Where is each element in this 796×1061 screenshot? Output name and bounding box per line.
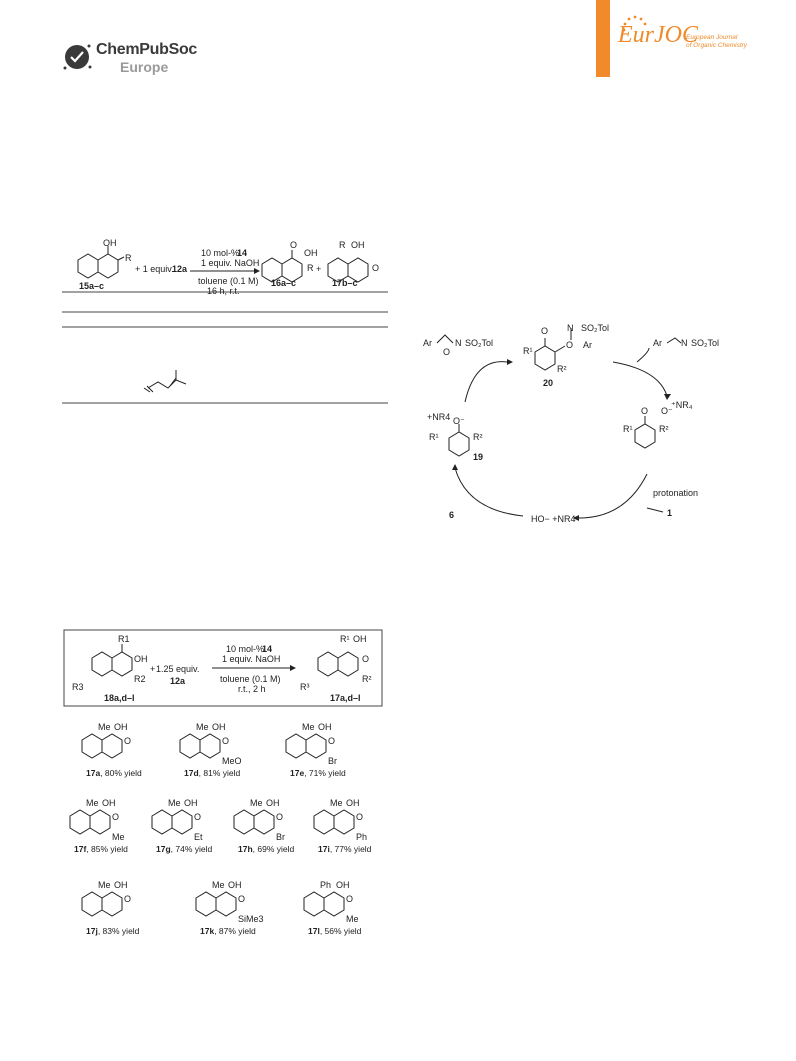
yield-text: , 85% yield [86, 844, 128, 854]
ether-o: O [566, 340, 574, 350]
top-substituent: Ph [320, 880, 332, 890]
hydroxyl-label: OH [266, 798, 280, 808]
cond-catalyst-id: 14 [237, 248, 248, 258]
r2-label: R² [659, 424, 669, 434]
intermediate-19-label: 19 [473, 452, 484, 462]
journal-name-line2: of Organic Chemistry [686, 42, 748, 49]
compound-id: 17g [156, 844, 171, 854]
reagent-prefix: + 1 equiv. [135, 264, 174, 274]
r3-label: R3 [72, 682, 84, 692]
top-substituent: Me [98, 880, 111, 890]
yield-text: , 87% yield [214, 926, 256, 936]
product-caption [74, 844, 128, 854]
yield-text: , 83% yield [97, 926, 140, 936]
product-17e [286, 722, 346, 778]
r1-label: R¹ [340, 634, 350, 644]
naphthalenone-rings [196, 892, 236, 916]
ketone-o: O [290, 240, 298, 250]
product-17a [82, 722, 142, 778]
product-1-label: 1 [667, 508, 673, 518]
r1-label: R¹ [429, 432, 439, 442]
ring-substituent: MeO [222, 756, 242, 766]
amide-n: N [567, 323, 574, 333]
journal-name-line1: European Journal [686, 34, 738, 41]
hydroxyl-label: OH [336, 880, 350, 890]
r2-label: R² [473, 432, 483, 442]
plus-sign: + [316, 264, 322, 274]
ketone-o: O [356, 812, 364, 822]
ketone-o: O [222, 736, 230, 746]
compound-id: 17d [184, 768, 199, 778]
cond-catalyst-prefix: 10 mol-% [201, 248, 240, 258]
cond-base: 1 equiv. NaOH [201, 258, 260, 268]
protonation-label: protonation [653, 488, 699, 498]
product-caption [290, 768, 346, 778]
publisher-region: Europe [120, 59, 169, 75]
r2-label: R² [362, 674, 372, 684]
cond-solvent: toluene (0.1 M) [220, 674, 281, 684]
cond-catalyst-id: 14 [262, 644, 273, 654]
reagent-prefix: 1.25 equiv. [156, 664, 200, 674]
reagent-id: 12a [170, 676, 186, 686]
p1-label: 16a–c [271, 278, 297, 288]
prenyl-substituent [144, 370, 186, 392]
ring-substituent: Br [328, 756, 337, 766]
naphthalenone-rings [286, 734, 326, 758]
ominus-label: O⁻ [661, 406, 673, 416]
ketone-o: O [541, 326, 549, 336]
sm-label: 15a–c [79, 281, 105, 291]
r1-label: R¹ [623, 424, 633, 434]
compound-id: 17a [86, 768, 101, 778]
compound-id: 17j [86, 926, 98, 936]
hydroxyl-label: OH [318, 722, 332, 732]
oxaziridine-n: N [455, 338, 462, 348]
cond-time: 16 h, r.t. [207, 286, 240, 296]
yield-text: , 74% yield [170, 844, 213, 854]
naphthalenone-rings [180, 734, 220, 758]
nr4-label: ⁺NR₄ [671, 400, 693, 410]
product-17d [180, 722, 242, 778]
hydroxyl-label: OH [114, 880, 128, 890]
hydroxyl-label: OH [114, 722, 128, 732]
naphthol-structure [78, 246, 124, 278]
top-substituent: Me [86, 798, 99, 808]
ketone-o: O [112, 812, 120, 822]
imine-n: N [681, 338, 688, 348]
product-17k [196, 880, 264, 936]
hydroxyl-label: OH [184, 798, 198, 808]
product-17f [70, 798, 128, 854]
compound-id: 17e [290, 768, 305, 778]
chempubsoc-emblem-icon [62, 42, 92, 72]
journal-accent-bar [596, 0, 610, 77]
product-caption [200, 926, 256, 936]
naphthalenone-rings [314, 810, 354, 834]
hydroxyl-label: OH [353, 634, 367, 644]
so2tol-label: SO₂Tol [465, 338, 494, 348]
ketone-o: O [124, 736, 132, 746]
ketone-o: O [124, 894, 132, 904]
naphthalenone-rings [304, 892, 344, 916]
yield-text: , 80% yield [100, 768, 142, 778]
reagent-id: 12a [172, 264, 188, 274]
cond-catalyst-prefix: 10 mol-% [226, 644, 265, 654]
top-substituent: Me [302, 722, 315, 732]
ketone-o: O [641, 406, 649, 416]
product-17-general-structure [318, 652, 358, 676]
top-substituent: Me [330, 798, 343, 808]
cycle-arrow-left [465, 362, 507, 402]
product-caption [238, 844, 295, 854]
r1-label: R¹ [523, 346, 533, 356]
hydroxyl-label: OH [351, 240, 365, 250]
yield-text: , 56% yield [319, 926, 362, 936]
r2-label: R² [557, 364, 567, 374]
ring-substituent: Br [276, 832, 285, 842]
yield-text: , 81% yield [198, 768, 241, 778]
intermediate-20-label: 20 [543, 378, 554, 388]
scheme-1 [62, 238, 392, 408]
naphthalenone-rings [70, 810, 110, 834]
compound-id: 17l [308, 926, 320, 936]
r3-label: R³ [300, 682, 310, 692]
journal-logo [618, 16, 778, 66]
ar-label: Ar [423, 338, 432, 348]
hydroxyl-label: OH [346, 798, 360, 808]
hydroxyl-label: OH [134, 654, 148, 664]
so2tol-label: SO₂Tol [691, 338, 720, 348]
publisher-name: ChemPubSoc [96, 41, 198, 58]
ketone-o: O [362, 654, 370, 664]
top-substituent: Me [212, 880, 225, 890]
product-17i [314, 798, 372, 854]
substituent-r: R [307, 263, 314, 273]
yield-text: , 71% yield [304, 768, 346, 778]
ketone-o: O [372, 263, 380, 273]
hydroxide-label: HO− +NR4 [531, 514, 576, 524]
p2-label: 17b–c [332, 278, 358, 288]
ketone-o: O [238, 894, 246, 904]
ar-label: Ar [583, 340, 592, 350]
sm-label: 18a,d–l [104, 693, 135, 703]
substituent-r: R [125, 253, 132, 263]
ominus-label: O⁻ [453, 416, 465, 426]
product-caption [184, 768, 241, 778]
products-grid [70, 722, 372, 936]
ring-substituent: SiMe3 [238, 914, 264, 924]
nr4-label: +NR4 [427, 412, 451, 422]
r2-label: R2 [134, 674, 146, 684]
oxaziridine-o: O [443, 347, 451, 357]
substrate-18-structure [92, 644, 132, 676]
ring-substituent: Et [194, 832, 203, 842]
so2tol-label: SO₂Tol [581, 323, 610, 333]
product-caption [308, 926, 362, 936]
plus-sign: + [150, 664, 156, 674]
compound-id: 17f [74, 844, 87, 854]
ring-substituent: Ph [356, 832, 368, 842]
publisher-logo [62, 38, 202, 78]
dienone-alkoxide-structure [635, 416, 655, 448]
ketone-o: O [276, 812, 284, 822]
cycle-arrow-bottom [579, 474, 647, 518]
substituent-r: R [339, 240, 346, 250]
imine-release-arrow [637, 348, 649, 362]
compound-id: 17k [200, 926, 215, 936]
yield-text: , 69% yield [252, 844, 295, 854]
scheme-2 [62, 628, 392, 958]
hydroxyl-label: OH [102, 798, 116, 808]
hydroxyl-label: OH [304, 248, 318, 258]
cond-solvent: toluene (0.1 M) [198, 276, 259, 286]
naphthalenone-rings [152, 810, 192, 834]
top-substituent: Me [250, 798, 263, 808]
ketone-o: O [328, 736, 336, 746]
product-arrow [647, 508, 663, 512]
product-caption [156, 844, 213, 854]
journal-title: EurJOC [618, 22, 698, 48]
compound-id: 17i [318, 844, 330, 854]
ring-substituent: Me [346, 914, 359, 924]
cond-time: r.t., 2 h [238, 684, 266, 694]
phenolate-19-structure [449, 424, 469, 456]
cycle-arrow-return [455, 468, 523, 516]
catalyst-6-label: 6 [449, 510, 455, 520]
product-17j [82, 880, 140, 936]
cond-base: 1 equiv. NaOH [222, 654, 281, 664]
cycle-arrow-right [613, 362, 667, 396]
top-substituent: Me [196, 722, 209, 732]
hydroxyl-label: OH [103, 238, 117, 248]
product-17g [152, 798, 213, 854]
p-label: 17a,d–l [330, 693, 361, 703]
top-substituent: Me [168, 798, 181, 808]
top-substituent: Me [98, 722, 111, 732]
hydroxyl-label: OH [228, 880, 242, 890]
catalytic-cycle [415, 318, 745, 528]
ar-label: Ar [653, 338, 662, 348]
hydroxyl-label: OH [212, 722, 226, 732]
yield-text: , 77% yield [329, 844, 372, 854]
naphthalenone-rings [234, 810, 274, 834]
product-caption [318, 844, 372, 854]
naphthalenone-rings [82, 892, 122, 916]
product-caption [86, 768, 142, 778]
ketone-o: O [346, 894, 354, 904]
naphthalenone-rings [82, 734, 122, 758]
product-17h [234, 798, 295, 854]
compound-id: 17h [238, 844, 253, 854]
ketone-o: O [194, 812, 202, 822]
r1-label: R1 [118, 634, 130, 644]
product-caption [86, 926, 140, 936]
ring-substituent: Me [112, 832, 125, 842]
product-17l [304, 880, 362, 936]
